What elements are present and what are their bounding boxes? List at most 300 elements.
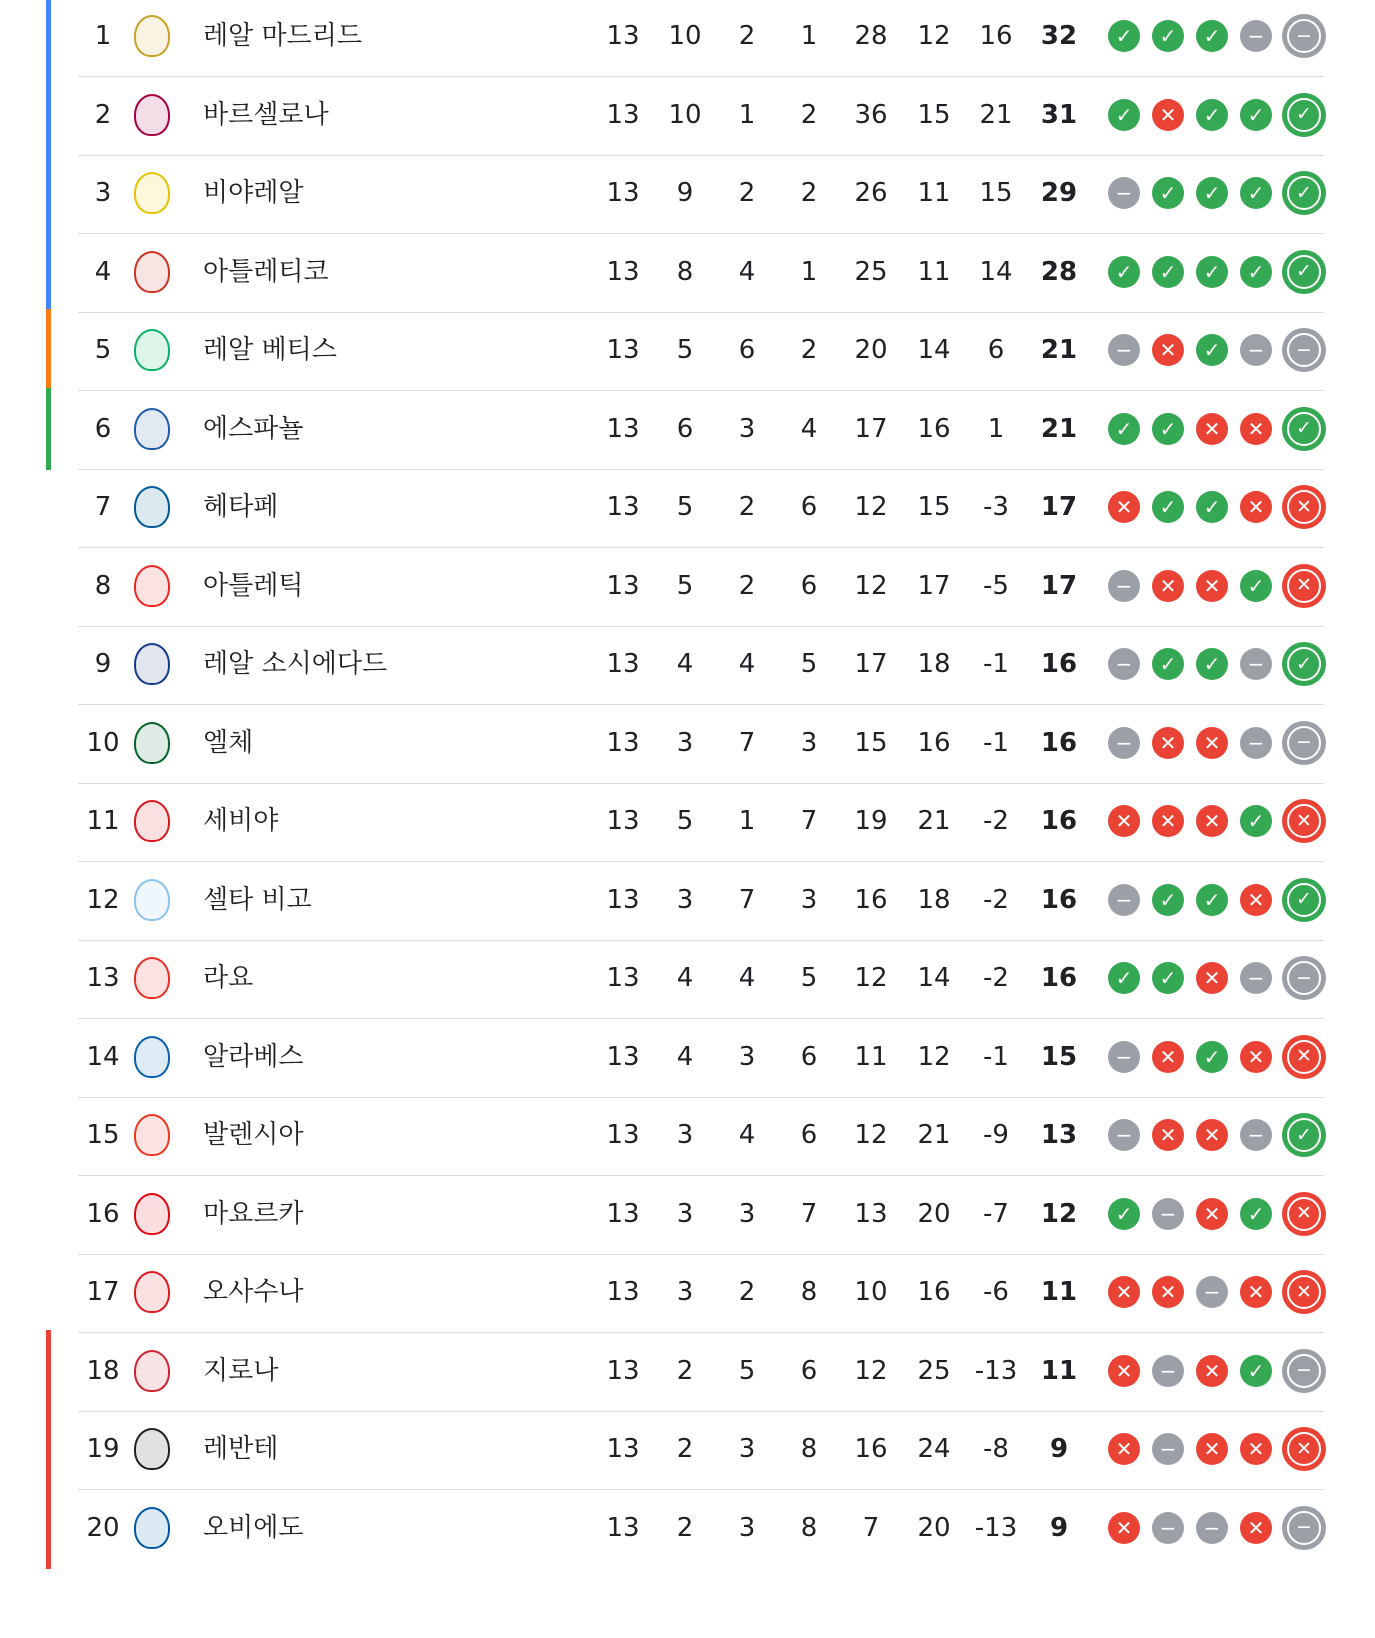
matches-played: 13 (606, 492, 640, 522)
x-icon-glyph: ✕ (1203, 573, 1221, 598)
goals-for: 17 (854, 413, 888, 444)
table-row-5[interactable] (0, 309, 1375, 391)
minus-icon[interactable] (1282, 328, 1326, 372)
draws: 3 (738, 1434, 756, 1464)
position: 15 (86, 1120, 120, 1150)
goals-for: 15 (854, 727, 888, 758)
table-row-18[interactable] (0, 1330, 1375, 1412)
table-row-1[interactable] (0, 0, 1375, 77)
x-icon-glyph: ✕ (1159, 1280, 1177, 1304)
x-icon[interactable] (1282, 1035, 1326, 1079)
matches-played: 13 (606, 1355, 640, 1386)
check-icon (1196, 884, 1228, 916)
draws: 2 (738, 492, 756, 522)
mallorca-crest-icon (134, 1193, 170, 1235)
recent-form (1108, 152, 1326, 234)
celta-crest-icon (134, 879, 170, 921)
team-name[interactable]: 지로나 (203, 1355, 279, 1386)
points: 16 (1040, 806, 1078, 836)
minus-icon-glyph: − (1115, 1044, 1133, 1069)
losses: 7 (800, 806, 818, 836)
x-icon-glyph: ✕ (1159, 338, 1177, 362)
check-icon-glyph: ✓ (1115, 416, 1133, 441)
recent-form (1108, 1251, 1326, 1333)
position: 19 (86, 1434, 120, 1464)
team-name[interactable]: 레알 베티스 (203, 335, 337, 365)
points: 28 (1040, 256, 1078, 287)
wins: 5 (676, 335, 694, 365)
x-icon (1196, 805, 1228, 837)
x-icon-glyph: ✕ (1115, 1280, 1133, 1304)
last-result-ring (1287, 412, 1321, 446)
check-icon (1196, 99, 1228, 131)
x-icon[interactable] (1282, 1270, 1326, 1314)
check-icon-glyph: ✓ (1159, 181, 1177, 205)
team-name[interactable]: 오비에도 (203, 1512, 304, 1543)
matches-played: 13 (606, 1120, 640, 1150)
x-icon-glyph: ✕ (1247, 1515, 1265, 1540)
table-row-15[interactable] (0, 1094, 1375, 1176)
matches-played: 13 (606, 727, 640, 758)
minus-icon (1108, 334, 1140, 366)
check-icon (1152, 20, 1184, 52)
table-row-7[interactable] (0, 466, 1375, 548)
team-name[interactable]: 레알 마드리드 (203, 21, 362, 51)
wins: 10 (668, 99, 702, 130)
team-crest (130, 780, 174, 862)
team-name[interactable]: 엘체 (203, 727, 254, 758)
team-name[interactable]: 라요 (203, 963, 254, 993)
check-icon-glyph: ✓ (1203, 887, 1221, 912)
check-icon-glyph: ✓ (1159, 966, 1177, 990)
x-icon[interactable] (1282, 564, 1326, 608)
sevilla-crest-icon (134, 800, 170, 842)
x-icon-glyph: ✕ (1247, 1437, 1265, 1461)
recent-form (1108, 309, 1326, 391)
x-icon-glyph: ✕ (1159, 1044, 1177, 1069)
goals-for: 12 (854, 492, 888, 522)
losses: 3 (800, 727, 818, 758)
points: 9 (1049, 1434, 1069, 1464)
goals-for: 11 (854, 1041, 888, 1072)
oviedo-crest-icon (134, 1507, 170, 1549)
losses: 6 (800, 570, 818, 601)
minus-icon[interactable] (1282, 1349, 1326, 1393)
table-row-17[interactable] (0, 1251, 1375, 1333)
last-result-ring (1287, 1432, 1321, 1466)
goal-difference: -7 (983, 1198, 1009, 1229)
goal-difference: -1 (983, 1041, 1009, 1072)
wins: 5 (676, 570, 694, 601)
check-icon-glyph: ✓ (1203, 652, 1221, 676)
goal-difference: 16 (979, 21, 1013, 51)
matches-played: 13 (606, 178, 640, 208)
minus-icon-glyph: − (1203, 1280, 1221, 1304)
matches-played: 13 (606, 256, 640, 287)
check-icon (1196, 20, 1228, 52)
check-icon-glyph: ✓ (1159, 24, 1177, 48)
check-icon[interactable] (1282, 1113, 1326, 1157)
goal-difference: 1 (987, 413, 1005, 444)
team-name[interactable]: 세비야 (203, 806, 279, 836)
last-result-ring (1287, 98, 1321, 132)
recent-form (1108, 1094, 1326, 1176)
check-icon-glyph: ✓ (1296, 181, 1312, 204)
team-name[interactable]: 레반테 (203, 1434, 279, 1464)
recent-form (1108, 466, 1326, 548)
zone-indicator-blue (46, 152, 51, 234)
athletic-crest-icon (134, 565, 170, 607)
position: 7 (94, 492, 112, 522)
minus-icon-glyph: − (1159, 1515, 1177, 1540)
x-icon (1108, 491, 1140, 523)
goals-for: 16 (854, 1434, 888, 1464)
points: 9 (1049, 1512, 1069, 1543)
matches-played: 13 (606, 1041, 640, 1072)
x-icon-glyph: ✕ (1203, 1358, 1221, 1383)
table-row-10[interactable] (0, 702, 1375, 784)
points: 15 (1040, 1041, 1078, 1072)
goals-against: 18 (917, 649, 951, 679)
check-icon[interactable] (1282, 171, 1326, 215)
villarreal-crest-icon (134, 172, 170, 214)
position: 3 (94, 178, 112, 208)
check-icon-glyph: ✓ (1203, 24, 1221, 48)
x-icon (1108, 1433, 1140, 1465)
points: 32 (1040, 21, 1078, 51)
goals-against: 12 (917, 21, 951, 51)
matches-played: 13 (606, 413, 640, 444)
real-madrid-crest-icon (134, 15, 170, 57)
recent-form (1108, 231, 1326, 313)
points: 17 (1040, 492, 1078, 522)
position: 12 (86, 884, 120, 915)
team-name[interactable]: 셀타 비고 (203, 884, 312, 915)
minus-icon (1240, 1119, 1272, 1151)
minus-icon-glyph: − (1296, 1359, 1312, 1381)
goals-against: 20 (917, 1512, 951, 1543)
check-icon-glyph: ✓ (1203, 338, 1221, 362)
draws: 3 (738, 1041, 756, 1072)
losses: 2 (800, 99, 818, 130)
position: 16 (86, 1198, 120, 1229)
draws: 3 (738, 413, 756, 444)
zone-indicator-red (46, 1330, 51, 1412)
matches-played: 13 (606, 649, 640, 679)
team-crest (130, 466, 174, 548)
minus-icon[interactable] (1282, 14, 1326, 58)
minus-icon (1152, 1433, 1184, 1465)
x-icon-glyph: ✕ (1203, 1123, 1221, 1147)
check-icon[interactable] (1282, 93, 1326, 137)
last-result-ring (1287, 333, 1321, 367)
wins: 6 (676, 413, 694, 444)
check-icon[interactable] (1282, 250, 1326, 294)
last-result-ring (1287, 1511, 1321, 1545)
team-name[interactable]: 오사수나 (203, 1277, 304, 1307)
table-row-8[interactable] (0, 545, 1375, 627)
recent-form (1108, 1330, 1326, 1412)
goal-difference: -8 (983, 1434, 1009, 1464)
x-icon-glyph: ✕ (1296, 1437, 1312, 1460)
goals-for: 7 (862, 1512, 880, 1543)
team-name[interactable]: 바르셀로나 (203, 99, 329, 130)
x-icon-glyph: ✕ (1203, 730, 1221, 755)
goals-for: 36 (854, 99, 888, 130)
draws: 4 (738, 649, 756, 679)
x-icon-glyph: ✕ (1159, 730, 1177, 755)
minus-icon-glyph: − (1247, 1123, 1265, 1147)
team-crest (130, 1173, 174, 1255)
check-icon-glyph: ✓ (1247, 809, 1265, 833)
table-row-16[interactable] (0, 1173, 1375, 1255)
team-crest (130, 937, 174, 1019)
team-name[interactable]: 발렌시아 (203, 1120, 304, 1150)
table-row-20[interactable] (0, 1487, 1375, 1569)
wins: 4 (676, 963, 694, 993)
losses: 8 (800, 1512, 818, 1543)
x-icon-glyph: ✕ (1159, 809, 1177, 833)
check-icon (1196, 256, 1228, 288)
table-row-2[interactable] (0, 74, 1375, 156)
last-result-ring (1287, 1040, 1321, 1074)
goals-against: 16 (917, 1277, 951, 1307)
x-icon (1152, 570, 1184, 602)
recent-form (1108, 1487, 1326, 1569)
draws: 2 (738, 570, 756, 601)
check-icon-glyph: ✓ (1296, 888, 1312, 910)
team-name[interactable]: 마요르카 (203, 1198, 304, 1229)
minus-icon (1108, 648, 1140, 680)
x-icon[interactable] (1282, 1427, 1326, 1471)
draws: 2 (738, 1277, 756, 1307)
table-row-13[interactable] (0, 937, 1375, 1019)
goal-difference: -2 (983, 884, 1009, 915)
team-crest (130, 623, 174, 705)
team-crest (130, 1094, 174, 1176)
minus-icon-glyph: − (1159, 1358, 1177, 1383)
last-result-ring (1287, 961, 1321, 995)
losses: 1 (800, 21, 818, 51)
x-icon (1240, 1041, 1272, 1073)
draws: 2 (738, 21, 756, 51)
check-icon-glyph: ✓ (1159, 652, 1177, 676)
wins: 2 (676, 1355, 694, 1386)
x-icon-glyph: ✕ (1247, 495, 1265, 519)
check-icon[interactable] (1282, 642, 1326, 686)
check-icon (1152, 962, 1184, 994)
goal-difference: -2 (983, 806, 1009, 836)
points: 16 (1040, 963, 1078, 993)
wins: 3 (676, 1120, 694, 1150)
minus-icon[interactable] (1282, 956, 1326, 1000)
x-icon (1196, 1433, 1228, 1465)
table-row-4[interactable] (0, 231, 1375, 313)
recent-form (1108, 1408, 1326, 1490)
team-name[interactable]: 아틀레틱 (203, 570, 304, 601)
losses: 8 (800, 1434, 818, 1464)
valencia-crest-icon (134, 1114, 170, 1156)
goal-difference: -1 (983, 727, 1009, 758)
goal-difference: -6 (983, 1277, 1009, 1307)
x-icon[interactable] (1282, 485, 1326, 529)
matches-played: 13 (606, 1512, 640, 1543)
minus-icon-glyph: − (1296, 338, 1312, 361)
check-icon-glyph: ✓ (1115, 259, 1133, 284)
team-crest (130, 1016, 174, 1098)
check-icon (1108, 413, 1140, 445)
goal-difference: -9 (983, 1120, 1009, 1150)
position: 17 (86, 1277, 120, 1307)
check-icon (1240, 99, 1272, 131)
recent-form (1108, 702, 1326, 784)
check-icon (1152, 648, 1184, 680)
table-row-9[interactable] (0, 623, 1375, 705)
last-result-ring (1287, 883, 1321, 917)
check-icon-glyph: ✓ (1296, 652, 1312, 675)
check-icon-glyph: ✓ (1247, 573, 1265, 598)
team-crest (130, 1408, 174, 1490)
minus-icon-glyph: − (1247, 338, 1265, 362)
position: 4 (94, 256, 112, 287)
barcelona-crest-icon (134, 94, 170, 136)
team-name[interactable]: 비야레알 (203, 178, 304, 208)
points: 16 (1040, 884, 1078, 915)
x-icon (1196, 570, 1228, 602)
zone-indicator-orange (46, 309, 51, 391)
check-icon-glyph: ✓ (1296, 103, 1312, 125)
x-icon (1152, 1276, 1184, 1308)
minus-icon (1108, 570, 1140, 602)
minus-icon[interactable] (1282, 721, 1326, 765)
x-icon (1152, 334, 1184, 366)
position: 9 (94, 649, 112, 679)
goal-difference: -5 (983, 570, 1009, 601)
x-icon[interactable] (1282, 1192, 1326, 1236)
check-icon (1152, 256, 1184, 288)
team-crest (130, 545, 174, 627)
losses: 1 (800, 256, 818, 287)
minus-icon-glyph: − (1115, 1123, 1133, 1147)
draws: 1 (738, 99, 756, 130)
atletico-crest-icon (134, 251, 170, 293)
losses: 6 (800, 1355, 818, 1386)
x-icon-glyph: ✕ (1296, 1045, 1312, 1067)
losses: 8 (800, 1277, 818, 1307)
wins: 5 (676, 806, 694, 836)
table-row-19[interactable] (0, 1408, 1375, 1490)
x-icon-glyph: ✕ (1115, 809, 1133, 833)
minus-icon-glyph: − (1115, 573, 1133, 598)
minus-icon-glyph: − (1115, 652, 1133, 676)
losses: 7 (800, 1198, 818, 1229)
minus-icon (1240, 962, 1272, 994)
team-name[interactable]: 아틀레티코 (203, 256, 329, 287)
x-icon-glyph: ✕ (1115, 1515, 1133, 1540)
table-row-3[interactable] (0, 152, 1375, 234)
minus-icon-glyph: − (1159, 1437, 1177, 1461)
minus-icon (1108, 727, 1140, 759)
minus-icon-glyph: − (1296, 966, 1312, 989)
draws: 4 (738, 1120, 756, 1150)
team-name[interactable]: 레알 소시에다드 (203, 649, 388, 679)
goals-against: 11 (917, 256, 951, 287)
x-icon (1108, 1512, 1140, 1544)
zone-indicator-blue (46, 231, 51, 313)
position: 20 (86, 1512, 120, 1543)
draws: 6 (738, 335, 756, 365)
check-icon (1108, 99, 1140, 131)
points: 16 (1040, 649, 1078, 679)
goals-against: 14 (917, 963, 951, 993)
x-icon-glyph: ✕ (1115, 1437, 1133, 1461)
check-icon-glyph: ✓ (1247, 1201, 1265, 1226)
draws: 4 (738, 256, 756, 287)
table-row-14[interactable] (0, 1016, 1375, 1098)
draws: 5 (738, 1355, 756, 1386)
team-crest (130, 231, 174, 313)
check-icon-glyph: ✓ (1203, 181, 1221, 205)
x-icon (1196, 1119, 1228, 1151)
x-icon (1240, 1276, 1272, 1308)
check-icon[interactable] (1282, 407, 1326, 451)
recent-form (1108, 780, 1326, 862)
recent-form (1108, 937, 1326, 1019)
minus-icon[interactable] (1282, 1506, 1326, 1550)
x-icon-glyph: ✕ (1115, 495, 1133, 519)
table-row-12[interactable] (0, 859, 1375, 941)
losses: 6 (800, 1041, 818, 1072)
points: 17 (1040, 570, 1078, 601)
minus-icon (1108, 1119, 1140, 1151)
x-icon (1152, 1041, 1184, 1073)
x-icon[interactable] (1282, 799, 1326, 843)
team-name[interactable]: 알라베스 (203, 1041, 304, 1072)
goal-difference: -1 (983, 649, 1009, 679)
x-icon (1108, 805, 1140, 837)
wins: 5 (676, 492, 694, 522)
matches-played: 13 (606, 963, 640, 993)
team-crest (130, 1251, 174, 1333)
table-row-11[interactable] (0, 780, 1375, 862)
draws: 1 (738, 806, 756, 836)
table-row-6[interactable] (0, 388, 1375, 470)
check-icon-glyph: ✓ (1203, 102, 1221, 127)
goals-against: 15 (917, 99, 951, 130)
minus-icon-glyph: − (1296, 24, 1312, 47)
goals-for: 28 (854, 21, 888, 51)
team-name[interactable]: 에스파뇰 (203, 413, 304, 444)
last-result-ring (1287, 569, 1321, 603)
goals-against: 21 (917, 1120, 951, 1150)
x-icon (1196, 727, 1228, 759)
position: 2 (94, 99, 112, 130)
team-name[interactable]: 헤타페 (203, 492, 279, 522)
espanyol-crest-icon (134, 408, 170, 450)
points: 13 (1040, 1120, 1078, 1150)
position: 13 (86, 963, 120, 993)
check-icon (1240, 256, 1272, 288)
last-result-ring (1287, 176, 1321, 210)
check-icon (1240, 570, 1272, 602)
check-icon[interactable] (1282, 878, 1326, 922)
recent-form (1108, 859, 1326, 941)
minus-icon (1240, 334, 1272, 366)
position: 11 (86, 806, 120, 836)
check-icon-glyph: ✓ (1115, 102, 1133, 127)
goals-against: 14 (917, 335, 951, 365)
levante-crest-icon (134, 1428, 170, 1470)
